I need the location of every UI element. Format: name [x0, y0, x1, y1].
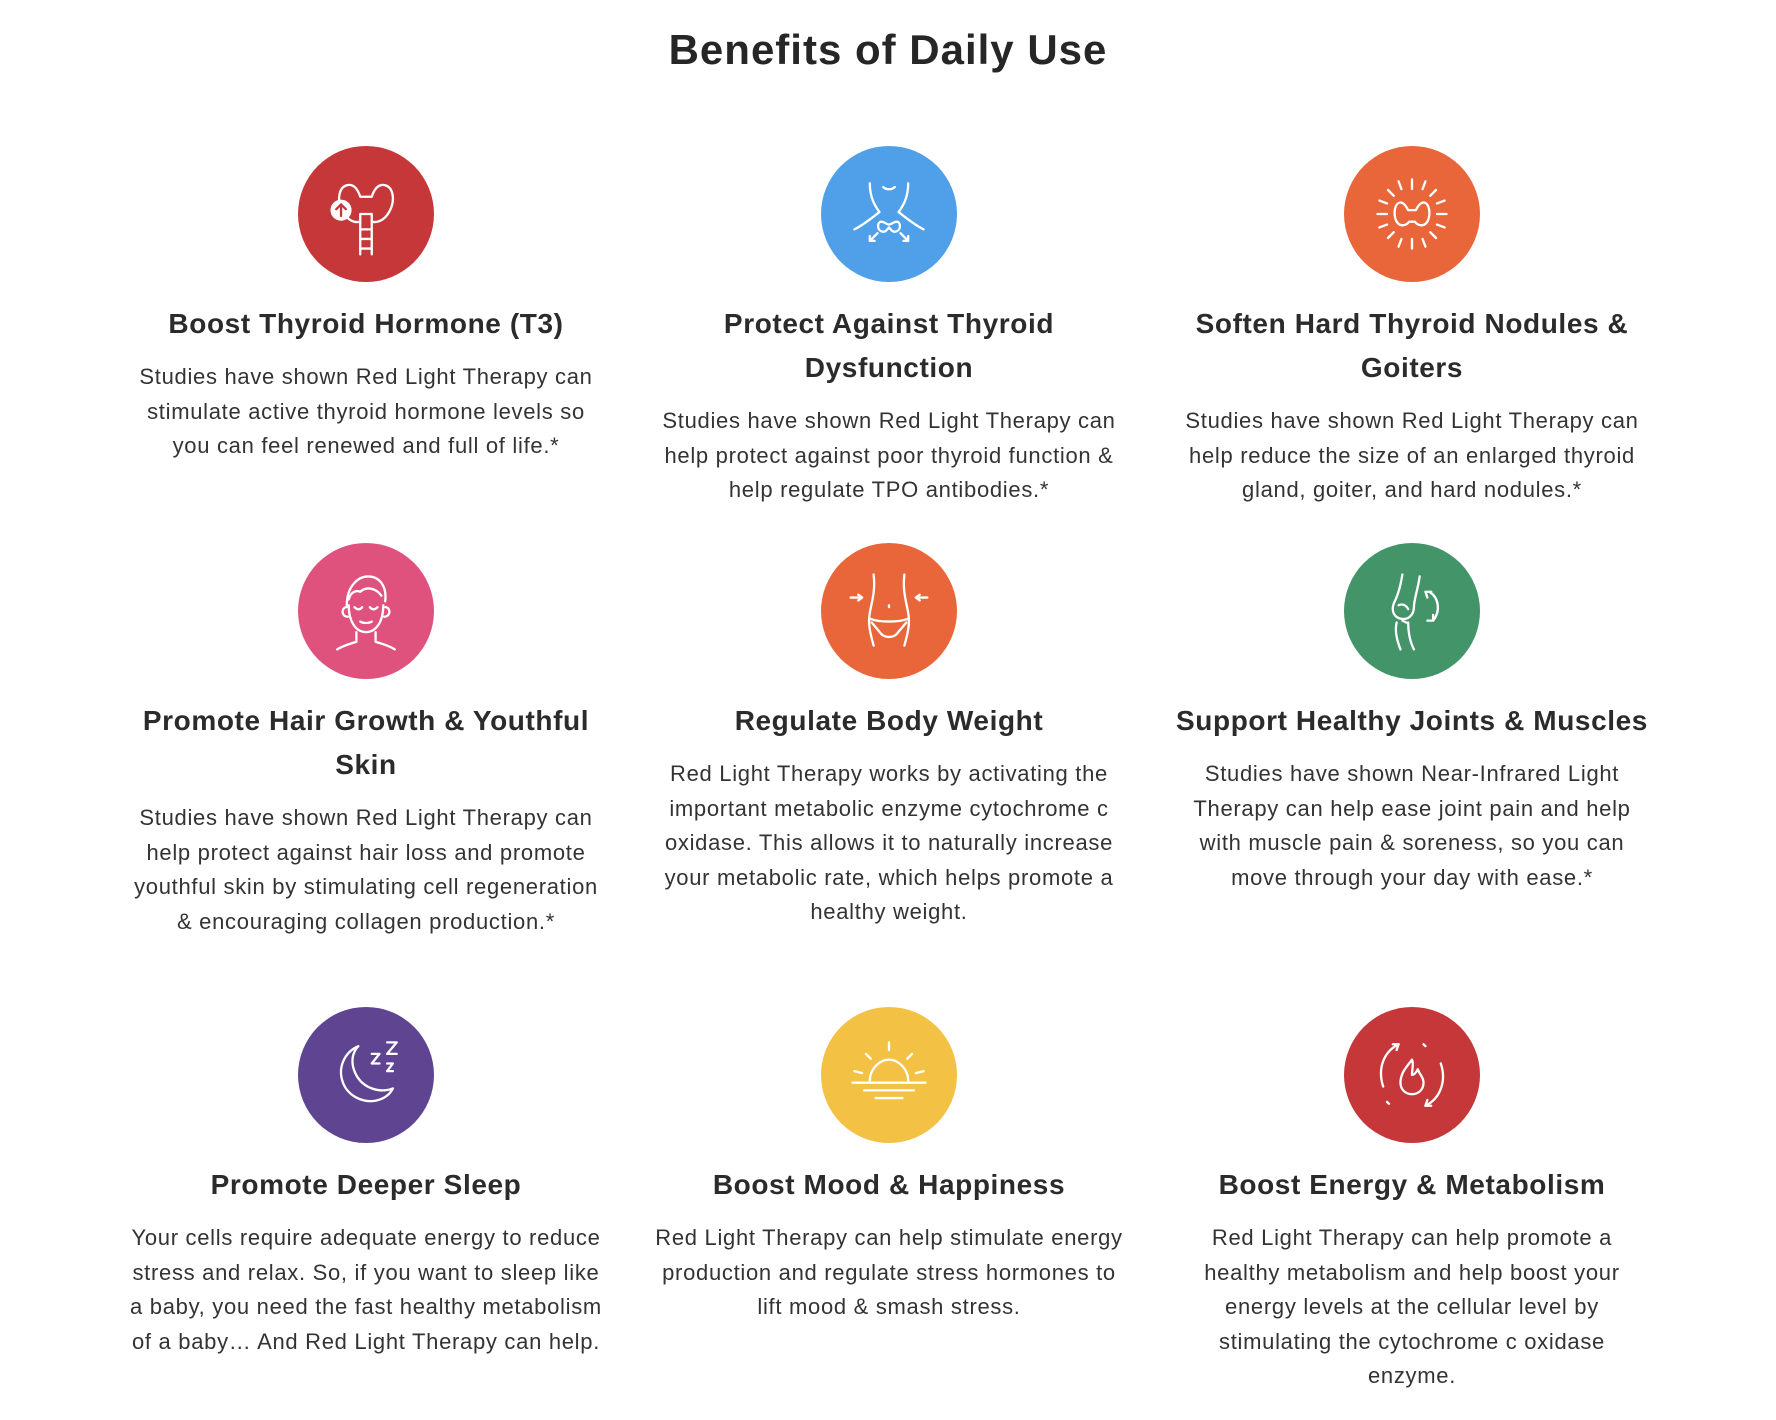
benefit-title: Promote Deeper Sleep	[210, 1169, 522, 1200]
benefit-card-joints-muscles	[1162, 543, 1662, 895]
knee-joint-icon	[1344, 543, 1480, 679]
benefit-title: Protect Against Thyroid Dysfunction	[723, 308, 1055, 383]
benefit-title: Support Healthy Joints & Muscles	[1176, 705, 1648, 736]
benefit-card-body-weight	[639, 543, 1139, 930]
benefit-card-thyroid-hormone	[116, 146, 616, 464]
benefit-description: Your cells require adequate energy to reduce stress and relax. So, if you want to sleep like a baby, you need the fast healthy metabolism of a baby… And Red Light Therapy can help.	[130, 1225, 602, 1354]
benefit-card-thyroid-nodules	[1162, 146, 1662, 508]
flame-cycle-icon	[1344, 1007, 1480, 1143]
face-icon	[298, 543, 434, 679]
benefit-title: Promote Hair Growth & Youthful Skin	[142, 705, 590, 780]
benefit-description: Studies have shown Red Light Therapy can stimulate active thyroid hormone levels so you can feel renewed and full of life.*	[139, 364, 593, 458]
thyroid-arrow-up-icon	[298, 146, 434, 282]
neck-thyroid-icon	[821, 146, 957, 282]
benefit-card-thyroid-dysfunction	[639, 146, 1139, 508]
benefit-title: Soften Hard Thyroid Nodules & Goiters	[1195, 308, 1629, 383]
benefit-card-hair-skin	[116, 543, 616, 939]
benefit-description: Studies have shown Near-Infrared Light Therapy can help ease joint pain and help with muscle pain & soreness, so you can move through your day with ease.*	[1193, 761, 1631, 890]
benefit-description: Studies have shown Red Light Therapy can help protect against poor thyroid function & help regulate TPO antibodies.*	[662, 408, 1116, 502]
benefit-description: Studies have shown Red Light Therapy can help reduce the size of an enlarged thyroid gland, goiter, and hard nodules.*	[1185, 408, 1639, 502]
page-title: Benefits of Daily Use	[668, 26, 1108, 73]
benefit-title: Boost Thyroid Hormone (T3)	[168, 308, 564, 339]
benefit-title: Regulate Body Weight	[734, 705, 1044, 736]
waist-icon	[821, 543, 957, 679]
benefit-description: Red Light Therapy works by activating the important metabolic enzyme cytochrome c oxidase. This allows it to naturally increase your metabolic rate, which helps promote a healthy weight.	[664, 761, 1114, 924]
thyroid-rays-icon	[1344, 146, 1480, 282]
benefit-card-mood-happiness	[639, 1007, 1139, 1325]
benefit-description: Red Light Therapy can help stimulate energy production and regulate stress hormones to lift mood & smash stress.	[655, 1225, 1123, 1319]
moon-zzz-icon	[298, 1007, 434, 1143]
benefit-description: Studies have shown Red Light Therapy can help protect against hair loss and promote youthful skin by stimulating cell regeneration & encouraging collagen production.*	[134, 805, 598, 934]
benefit-title: Boost Mood & Happiness	[712, 1169, 1066, 1200]
benefit-card-energy-metabolism	[1162, 1007, 1662, 1394]
benefit-title: Boost Energy & Metabolism	[1218, 1169, 1606, 1200]
benefit-description: Red Light Therapy can help promote a healthy metabolism and help boost your energy levels at the cellular level by stimulating the cytochrome c oxidase enzyme.	[1204, 1225, 1620, 1388]
benefit-card-deeper-sleep	[116, 1007, 616, 1359]
sunrise-icon	[821, 1007, 957, 1143]
